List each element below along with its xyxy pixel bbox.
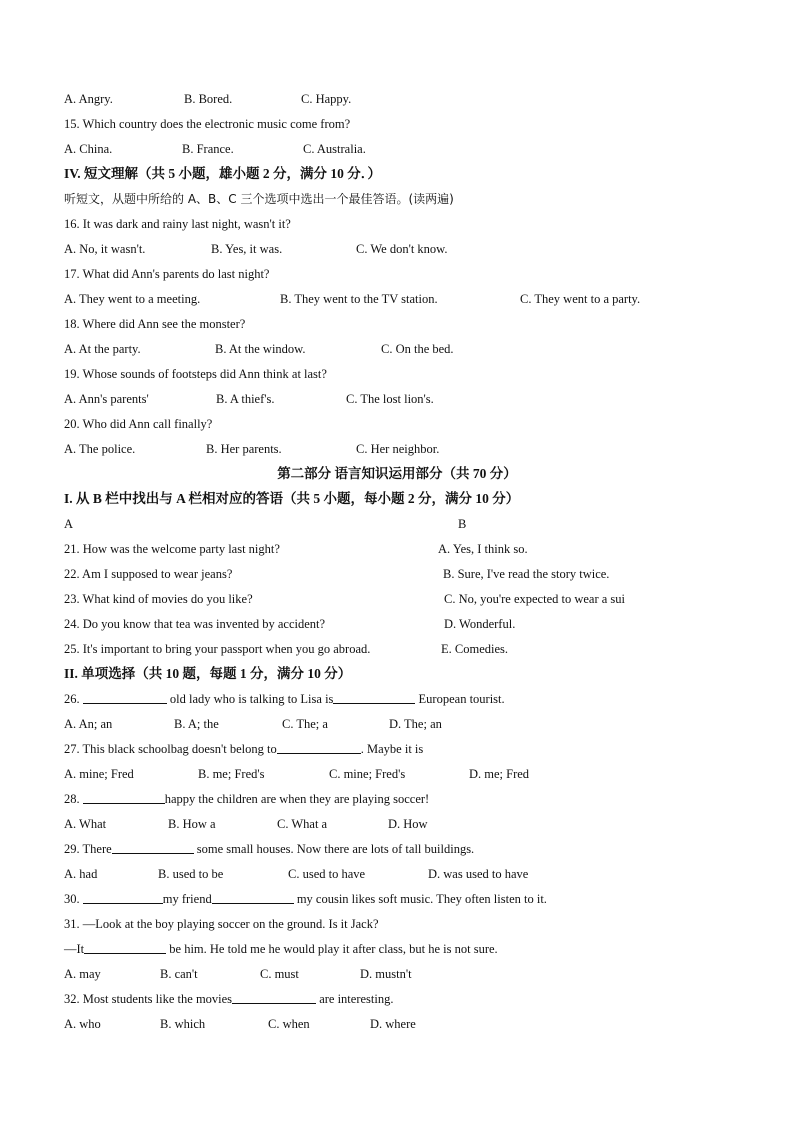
prompt: 24. Do you know that tea was invented by accident?: [64, 617, 326, 631]
prompt: 22. Am I supposed to wear jeans?: [64, 567, 233, 581]
option: D. was used to have: [428, 867, 529, 881]
option: C. Australia.: [303, 142, 366, 156]
option: C. The lost lion's.: [346, 392, 434, 406]
option: D. me; Fred: [469, 767, 530, 781]
option: A. had: [64, 867, 98, 881]
option: B. Her parents.: [206, 442, 282, 456]
question-stem: 16. It was dark and rainy last night, wasn't it?: [64, 217, 291, 231]
option: D. where: [370, 1017, 416, 1031]
stem-text: my friend: [162, 892, 212, 906]
option: A. Angry.: [64, 92, 113, 106]
column-a-label: A: [64, 517, 74, 531]
option: C. used to have: [288, 867, 366, 881]
answer-blank: [84, 941, 166, 954]
stem-text: —It: [64, 942, 85, 956]
option: A. The police.: [64, 442, 136, 456]
section-heading: II. 单项选择（共 10 题，每题 1 分，满分 10 分）: [64, 666, 352, 681]
question-stem: [64, 891, 547, 907]
option: C. They went to a party.: [520, 292, 641, 306]
option: A. Ann's parents': [64, 392, 149, 406]
question-stem: [64, 941, 498, 957]
option: B. me; Fred's: [198, 767, 265, 781]
option: B. Bored.: [184, 92, 233, 106]
option: C. mine; Fred's: [329, 767, 406, 781]
option: D. mustn't: [360, 967, 412, 981]
stem-text: happy the children are when they are playing soccer!: [164, 792, 430, 806]
question-stem: 20. Who did Ann call finally?: [64, 417, 213, 431]
response: C. No, you're expected to wear a sui: [444, 592, 626, 606]
stem-text: old lady who is talking to Lisa is: [169, 692, 334, 706]
option: C. What a: [277, 817, 328, 831]
stem-text: 32. Most students like the movies: [64, 992, 233, 1006]
option: A. may: [64, 967, 101, 981]
option: C. Happy.: [301, 92, 352, 106]
option: B. France.: [182, 142, 234, 156]
stem-text: . Maybe it is: [360, 742, 424, 756]
stem-text: 27. This black schoolbag doesn't belong to: [64, 742, 277, 756]
prompt: 23. What kind of movies do you like?: [64, 592, 253, 606]
section-instruction: 听短文，从题中所给的 A、B、C 三个选项中选出一个最佳答语。(读两遍): [64, 192, 454, 206]
answer-blank: [83, 691, 167, 704]
section-heading: I. 从 B 栏中找出与 A 栏相对应的答语（共 5 小题，每小题 2 分，满分 10 分）: [64, 491, 520, 506]
option: A. An; an: [64, 717, 113, 731]
stem-text: European tourist.: [418, 692, 505, 706]
option: B. A thief's.: [216, 392, 275, 406]
question-number: 30.: [64, 892, 80, 906]
option: C. when: [268, 1017, 310, 1031]
answer-blank: [83, 791, 165, 804]
option: C. We don't know.: [356, 242, 448, 256]
question-stem: 18. Where did Ann see the monster?: [64, 317, 246, 331]
question-stem: [64, 841, 474, 857]
question-stem: [64, 991, 393, 1007]
option: D. The; an: [389, 717, 442, 731]
option: A. China.: [64, 142, 113, 156]
stem-text: are interesting.: [319, 992, 394, 1006]
question-stem: 19. Whose sounds of footsteps did Ann think at last?: [64, 367, 327, 381]
answer-blank: [112, 841, 194, 854]
question-stem: 31. —Look at the boy playing soccer on the ground. Is it Jack?: [64, 917, 379, 931]
option: C. On the bed.: [381, 342, 454, 356]
answer-blank: [277, 741, 361, 754]
question-number: 28.: [64, 792, 80, 806]
option: C. Her neighbor.: [356, 442, 440, 456]
option: B. which: [160, 1017, 206, 1031]
answer-blank: [212, 891, 294, 904]
option: A. mine; Fred: [64, 767, 134, 781]
stem-text: some small houses. Now there are lots of tall buildings.: [196, 842, 475, 856]
stem-text: 29. There: [64, 842, 112, 856]
option: B. How a: [168, 817, 216, 831]
response: B. Sure, I've read the story twice.: [443, 567, 610, 581]
option: C. must: [260, 967, 299, 981]
option: A. At the party.: [64, 342, 141, 356]
answer-blank: [333, 691, 415, 704]
part-title: 第二部分 语言知识运用部分（共 70 分）: [277, 466, 517, 481]
option: C. The; a: [282, 717, 328, 731]
option: B. They went to the TV station.: [280, 292, 438, 306]
response: E. Comedies.: [441, 642, 509, 656]
stem-text: be him. He told me he would play it after class, but he is not sure.: [169, 942, 498, 956]
question-stem: [64, 741, 423, 757]
option: A. They went to a meeting.: [64, 292, 201, 306]
response: D. Wonderful.: [444, 617, 516, 631]
question-number: 26.: [64, 692, 80, 706]
question-stem: [64, 691, 505, 707]
option: B. A; the: [174, 717, 219, 731]
stem-text: my cousin likes soft music. They often listen to it.: [296, 892, 547, 906]
option: B. Yes, it was.: [211, 242, 283, 256]
answer-blank: [232, 991, 316, 1004]
option: B. At the window.: [215, 342, 306, 356]
question-stem: 15. Which country does the electronic music come from?: [64, 117, 351, 131]
option: B. can't: [160, 967, 198, 981]
prompt: 21. How was the welcome party last night?: [64, 542, 280, 556]
column-b-label: B: [458, 517, 467, 531]
option: B. used to be: [158, 867, 224, 881]
question-stem: 17. What did Ann's parents do last night?: [64, 267, 270, 281]
question-stem: [64, 791, 429, 807]
answer-blank: [83, 891, 163, 904]
option: A. who: [64, 1017, 101, 1031]
prompt: 25. It's important to bring your passport when you go abroad.: [64, 642, 371, 656]
option: A. No, it wasn't.: [64, 242, 146, 256]
option: D. How: [388, 817, 428, 831]
option: A. What: [64, 817, 107, 831]
section-heading: IV. 短文理解（共 5 小题，雄小题 2 分，满分 10 分．）: [64, 166, 382, 181]
response: A. Yes, I think so.: [438, 542, 528, 556]
